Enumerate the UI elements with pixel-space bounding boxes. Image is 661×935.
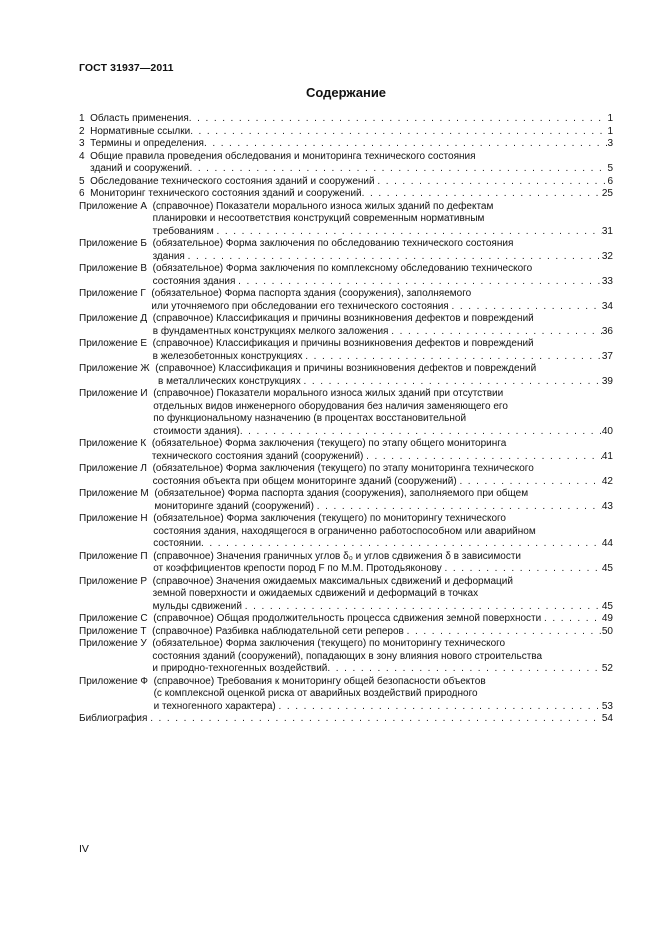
dot-leader — [445, 563, 602, 576]
toc-page-number: 3 — [607, 138, 613, 149]
toc-entry-prefix: Приложение Р — [79, 575, 153, 587]
page-number: IV — [79, 843, 89, 855]
dot-leader — [377, 176, 607, 189]
toc-entry-prefix: Приложение У — [79, 638, 153, 649]
dot-leader — [366, 451, 602, 464]
toc-entry-line: по функциональному назначению (в процентах восстановительной — [153, 413, 467, 424]
toc-page-number: 32 — [601, 250, 613, 262]
toc-entry-prefix: 2 — [79, 125, 91, 137]
toc-entry-line: Мониторинг технического состояния зданий и сооружений — [90, 188, 362, 199]
toc-entry-line: и техногенного характера) — [153, 700, 279, 712]
toc-page-number: 25 — [601, 188, 613, 199]
toc-entry-line: требованиям — [152, 225, 217, 237]
toc-entry-line: в фундаментных конструкциях мелкого заложения — [152, 325, 392, 337]
toc-entry[interactable] — [79, 551, 613, 576]
toc-entry-line: (обязательное) Форма заключения по комплексному обследованию технического — [152, 263, 533, 274]
toc-entry-line: Область применения — [90, 113, 189, 124]
toc-entry-prefix: Приложение С — [79, 613, 154, 624]
dot-leader — [238, 276, 602, 289]
toc-entry-line: (обязательное) Форма паспорта здания (сооружения), заполняемого при общем — [154, 488, 529, 499]
dot-leader — [245, 601, 602, 614]
toc-entry-line: Общие правила проведения обследования и мониторинга технического состояния — [90, 150, 476, 162]
toc-entry[interactable] — [79, 638, 613, 676]
toc-entry-line: от коэффициентов крепости пород F по М.М. Протодьяконову — [153, 563, 445, 574]
toc-page-number: 49 — [601, 613, 613, 624]
toc-entry[interactable] — [79, 263, 613, 288]
toc-page-number: 39 — [601, 375, 613, 387]
toc-entry[interactable] — [79, 151, 613, 176]
dot-leader — [240, 426, 602, 439]
toc-entry[interactable] — [79, 201, 613, 239]
dot-leader — [544, 613, 602, 626]
toc-entry-prefix: Приложение К — [79, 438, 152, 449]
toc-entry-line: (обязательное) Форма заключения по обследованию технического состояния — [152, 238, 514, 249]
toc-page-number: 45 — [601, 600, 613, 612]
toc-entry-line: состояния зданий (сооружений), попадающих в зону влияния нового строительства — [152, 650, 543, 662]
toc-entry[interactable] — [79, 676, 613, 714]
toc-entry-line: Термины и определения — [90, 138, 204, 149]
toc-entry-prefix: Приложение Ж — [79, 363, 156, 374]
toc-page-number: 52 — [601, 663, 613, 674]
toc-entry-prefix: Приложение Т — [79, 625, 153, 637]
toc-entry[interactable] — [79, 338, 613, 363]
toc-entry-line: мониторинге зданий (сооружений) — [154, 500, 317, 512]
toc-page-number: 43 — [601, 500, 613, 512]
toc-entry-line: (справочное) Классификация и причины возникновения дефектов и повреждений — [152, 338, 534, 349]
toc-entry-line: в металлических конструкциях — [155, 375, 304, 387]
toc-entry[interactable] — [79, 188, 613, 201]
toc-entry-line: Обследование технического состояния зданий и сооружений — [90, 175, 378, 187]
toc-entry-prefix: Приложение Г — [79, 288, 152, 299]
toc-entry[interactable] — [79, 613, 613, 626]
dot-leader — [201, 538, 602, 551]
dot-leader — [189, 163, 607, 176]
toc-entry-prefix: 1 — [79, 113, 91, 124]
toc-page-number: 36 — [601, 325, 613, 337]
toc-entry-line: зданий и сооружений — [90, 163, 190, 174]
toc-page-number: 1 — [607, 113, 613, 124]
dot-leader — [150, 713, 602, 726]
toc-entry-prefix: 3 — [79, 138, 91, 149]
dot-leader — [190, 126, 607, 139]
document-code: ГОСТ 31937—2011 — [79, 62, 174, 74]
toc-entry-line: (обязательное) Форма заключения (текущего) по мониторингу технического — [153, 513, 506, 524]
dot-leader — [279, 701, 602, 714]
toc-entry[interactable] — [79, 288, 613, 313]
toc-page-number: 33 — [601, 275, 613, 287]
toc-entry-line: планировки и несоответствия конструкций современным нормативным — [152, 213, 485, 224]
toc-entry-line: и природно-техногенных воздействий — [152, 663, 328, 674]
toc-entry-line: Нормативные ссылки — [90, 125, 191, 137]
page-title: Содержание — [305, 85, 387, 100]
toc-entry-line: в железобетонных конструкциях — [152, 350, 306, 362]
toc-page-number: 44 — [601, 538, 613, 549]
dot-leader — [189, 113, 608, 126]
toc-entry-prefix: Приложение М — [79, 488, 155, 499]
toc-page-number: 40 — [601, 425, 613, 437]
table-of-contents — [79, 113, 613, 726]
toc-entry-prefix: Приложение В — [79, 263, 153, 274]
toc-entry-line: мульды сдвижений — [152, 600, 245, 612]
toc-page-number: 37 — [601, 350, 613, 362]
toc-entry[interactable] — [79, 113, 613, 126]
toc-entry-prefix: Приложение Д — [79, 313, 153, 324]
toc-entry-prefix: Приложение Л — [79, 463, 153, 474]
toc-page-number: 41 — [601, 450, 613, 462]
toc-entry-line: (обязательное) Форма заключения (текущего) по этапу мониторинга технического — [152, 463, 534, 474]
toc-entry[interactable] — [79, 488, 613, 513]
dot-leader — [317, 501, 602, 514]
toc-page-number: 5 — [607, 163, 613, 174]
toc-entry[interactable] — [79, 238, 613, 263]
toc-entry[interactable] — [79, 513, 613, 551]
toc-page-number: 53 — [601, 700, 613, 712]
toc-entry-prefix: Приложение Ф — [79, 675, 154, 687]
toc-entry[interactable] — [79, 463, 613, 488]
toc-entry[interactable] — [79, 176, 613, 189]
toc-entry-prefix: Приложение Б — [79, 238, 153, 249]
toc-entry-line: (справочное) Требования к мониторингу общей безопасности объектов — [153, 675, 486, 687]
toc-entry-line: (обязательное) Форма заключения (текущего) по мониторингу технического — [152, 638, 506, 649]
toc-entry-line: Библиография — [79, 713, 151, 724]
toc-entry[interactable] — [79, 388, 613, 438]
toc-entry[interactable] — [79, 713, 613, 726]
toc-entry-line: (справочное) Классификация и причины возникновения дефектов и повреждений — [152, 313, 534, 324]
dot-leader — [362, 188, 602, 201]
toc-entry[interactable] — [79, 138, 613, 151]
toc-entry[interactable] — [79, 438, 613, 463]
toc-entry-line: (справочное) Разбивка наблюдательной сети реперов — [152, 625, 407, 637]
toc-entry-line: состояния здания — [152, 275, 239, 287]
toc-entry-line: или уточняемого при обследовании его технического состояния — [151, 300, 452, 312]
toc-entry[interactable] — [79, 626, 613, 639]
toc-entry[interactable] — [79, 363, 613, 388]
toc-entry-line: (справочное) Значения ожидаемых максимальных сдвижений и деформаций — [152, 575, 513, 587]
dot-leader — [391, 326, 602, 339]
dot-leader — [217, 226, 602, 239]
toc-entry-prefix: Приложение Е — [79, 338, 153, 349]
toc-entry-prefix: 5 — [79, 175, 91, 187]
toc-entry-line: (справочное) Классификация и причины возникновения дефектов и повреждений — [155, 363, 537, 374]
toc-entry-prefix: Приложение А — [79, 200, 153, 212]
toc-entry-line: (справочное) Общая продолжительность процесса сдвижения земной поверхности — [153, 613, 544, 624]
toc-entry-line: (справочное) Значения граничных углов δ₀ и углов сдвижения δ в зависимости — [153, 550, 521, 562]
dot-leader — [459, 476, 601, 489]
dot-leader — [305, 351, 602, 364]
toc-entry-line: (обязательное) Форма заключения (текущего) по этапу общего мониторинга — [151, 438, 507, 449]
dot-leader — [407, 626, 602, 639]
toc-entry-line: состоянии — [153, 538, 202, 549]
toc-entry-line: стоимости здания) — [153, 425, 240, 437]
toc-entry[interactable] — [79, 313, 613, 338]
dot-leader — [204, 138, 607, 151]
toc-page-number: 54 — [601, 713, 613, 724]
toc-page-number: 50 — [601, 625, 613, 637]
toc-page-number: 6 — [607, 175, 613, 187]
toc-entry[interactable] — [79, 126, 613, 139]
toc-page-number: 42 — [601, 475, 613, 487]
toc-entry-line: отдельных видов инженерного оборудования без наличия заменяющего его — [153, 400, 508, 412]
toc-entry-line: (обязательное) Форма паспорта здания (сооружения), заполняемого — [151, 288, 472, 299]
toc-entry-line: состояния здания, находящегося в ограниченно работоспособном или аварийном — [153, 525, 536, 537]
toc-entry-line: здания — [152, 250, 188, 262]
toc-entry-prefix: Приложение И — [79, 388, 154, 399]
toc-entry-line: (справочное) Показатели морального износа жилых зданий при отсутствии — [153, 388, 504, 399]
toc-entry-prefix: Приложение Н — [79, 513, 154, 524]
toc-entry-line: земной поверхности и ожидаемых сдвижений и деформаций в точках — [152, 588, 479, 599]
toc-page-number: 31 — [601, 225, 613, 237]
toc-entry-prefix: 6 — [79, 188, 91, 199]
toc-page-number: 34 — [601, 300, 613, 312]
dot-leader — [188, 251, 602, 264]
dot-leader — [304, 376, 602, 389]
toc-entry-prefix: Приложение П — [79, 550, 154, 562]
toc-entry-prefix: 4 — [79, 150, 91, 162]
dot-leader — [327, 663, 601, 676]
toc-entry-line: (справочное) Показатели морального износа жилых зданий по дефектам — [152, 200, 494, 212]
toc-page-number: 45 — [601, 563, 613, 574]
toc-entry[interactable] — [79, 576, 613, 614]
dot-leader — [452, 301, 602, 314]
toc-entry-line: технического состояния зданий (сооружений) — [151, 450, 367, 462]
toc-page-number: 1 — [607, 125, 613, 137]
toc-entry-line: состояния объекта при общем мониторинге зданий (сооружений) — [152, 475, 460, 487]
toc-entry-line: (с комплексной оценкой риска от аварийных воздействий природного — [153, 688, 478, 699]
